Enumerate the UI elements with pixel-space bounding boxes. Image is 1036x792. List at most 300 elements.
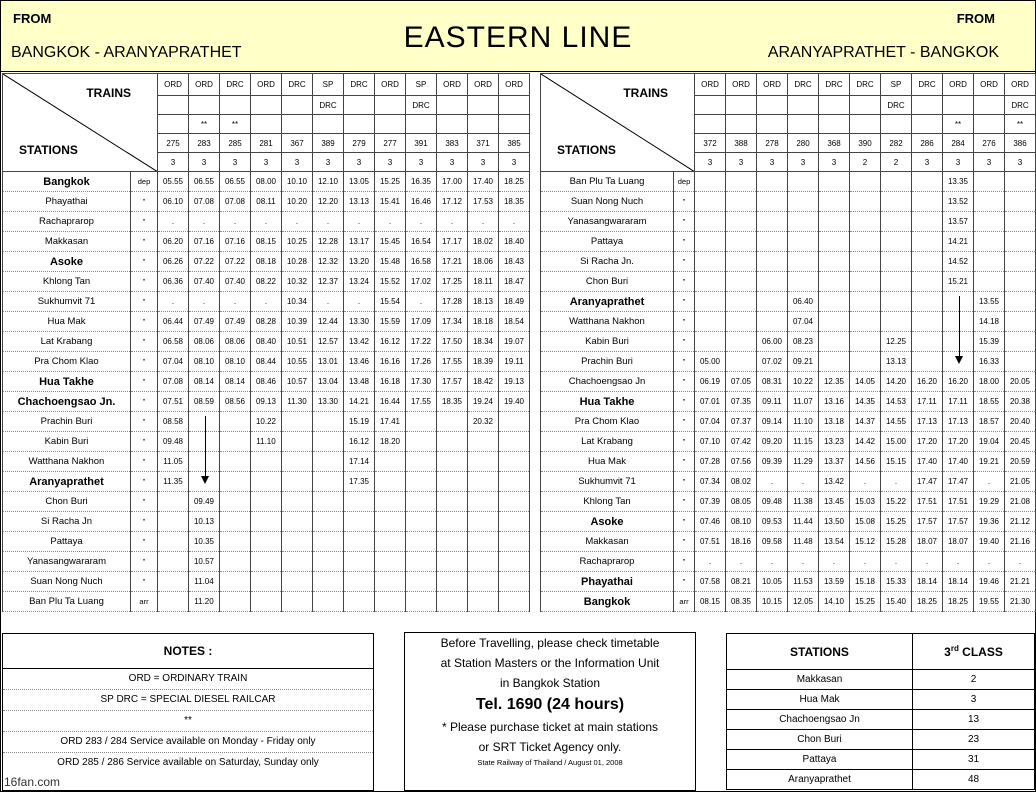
time-cell: 07.04: [695, 412, 726, 432]
time-cell: 17.00: [437, 172, 468, 192]
time-cell: 07.08: [220, 192, 251, 212]
train-class: 3: [757, 153, 788, 172]
dep-arr-mark: ": [674, 512, 695, 532]
time-cell: 09.49: [189, 492, 220, 512]
time-cell: 11.10: [251, 432, 282, 452]
time-cell: .: [375, 212, 406, 232]
fare-value: 31: [913, 750, 1035, 770]
time-cell: .: [1005, 552, 1036, 572]
time-cell: [499, 452, 530, 472]
time-cell: 18.35: [499, 192, 530, 212]
time-cell: 19.24: [468, 392, 499, 412]
time-cell: [437, 592, 468, 612]
train-class: 2: [850, 153, 881, 172]
time-cell: [220, 412, 251, 432]
time-cell: 15.12: [850, 532, 881, 552]
time-cell: .: [251, 212, 282, 232]
time-cell: [251, 512, 282, 532]
dep-arr-mark: ": [131, 512, 158, 532]
time-cell: 12.32: [313, 252, 344, 272]
train-mark: [850, 115, 881, 134]
dep-arr-mark: ": [674, 432, 695, 452]
dep-arr-mark: ": [131, 552, 158, 572]
time-cell: 10.05: [757, 572, 788, 592]
train-type: ORD: [943, 74, 974, 96]
time-cell: 08.06: [189, 332, 220, 352]
time-cell: 21.16: [1005, 532, 1036, 552]
time-cell: 21.08: [1005, 492, 1036, 512]
station-name: Yanasangwararam: [541, 212, 674, 232]
time-cell: 09.39: [757, 452, 788, 472]
time-cell: 09.20: [757, 432, 788, 452]
station-name: Aranyaprathet: [541, 292, 674, 312]
time-cell: [313, 512, 344, 532]
time-cell: 15.45: [375, 232, 406, 252]
time-cell: 20.32: [468, 412, 499, 432]
time-cell: .: [881, 552, 912, 572]
time-cell: 10.15: [757, 592, 788, 612]
time-cell: 16.54: [406, 232, 437, 252]
train-class: 3: [1005, 153, 1036, 172]
dep-arr-mark: ": [674, 332, 695, 352]
note-line: **: [3, 711, 373, 732]
time-cell: 07.16: [189, 232, 220, 252]
train-number: 372: [695, 134, 726, 153]
time-cell: [468, 532, 499, 552]
time-cell: [912, 332, 943, 352]
train-number: 280: [788, 134, 819, 153]
time-cell: .: [220, 212, 251, 232]
station-name: Prachin Buri: [3, 412, 131, 432]
time-cell: 11.30: [282, 392, 313, 412]
time-cell: [282, 512, 313, 532]
time-cell: 13.35: [943, 172, 974, 192]
fare-header-station: STATIONS: [727, 634, 913, 670]
time-cell: 15.00: [881, 432, 912, 452]
time-cell: [220, 592, 251, 612]
dep-arr-mark: dep: [131, 172, 158, 192]
dep-arr-mark: ": [131, 192, 158, 212]
station-name: Hua Takhe: [3, 372, 131, 392]
time-cell: 18.49: [499, 292, 530, 312]
time-cell: [158, 592, 189, 612]
time-cell: 08.28: [251, 312, 282, 332]
dep-arr-mark: ": [131, 532, 158, 552]
time-cell: 18.18: [468, 312, 499, 332]
train-type: ORD: [695, 74, 726, 96]
time-cell: 19.40: [974, 532, 1005, 552]
train-number: 390: [850, 134, 881, 153]
trains-header: TRAINS: [86, 86, 131, 100]
train-class: 3: [282, 153, 313, 172]
time-cell: [850, 332, 881, 352]
dep-arr-mark: arr: [674, 592, 695, 612]
time-cell: [726, 252, 757, 272]
time-cell: .: [757, 472, 788, 492]
time-cell: 14.10: [819, 592, 850, 612]
time-cell: 07.01: [695, 392, 726, 412]
time-cell: [468, 432, 499, 452]
time-cell: 19.40: [499, 392, 530, 412]
time-cell: [850, 312, 881, 332]
time-cell: [726, 192, 757, 212]
time-cell: 07.58: [695, 572, 726, 592]
time-cell: 05.55: [158, 172, 189, 192]
info-telephone: Tel. 1690 (24 hours): [475, 696, 625, 713]
time-cell: 12.05: [788, 592, 819, 612]
dep-arr-mark: ": [131, 452, 158, 472]
time-cell: 16.16: [375, 352, 406, 372]
time-cell: [881, 312, 912, 332]
header-corner: [541, 74, 695, 172]
train-type: ORD: [375, 74, 406, 96]
time-cell: 13.05: [344, 172, 375, 192]
time-cell: 11.07: [788, 392, 819, 412]
time-cell: 13.52: [943, 192, 974, 212]
train-type: ORD: [189, 74, 220, 96]
timetable-outbound: [2, 73, 530, 612]
time-cell: 14.56: [850, 452, 881, 472]
time-cell: 18.07: [943, 532, 974, 552]
time-cell: [251, 592, 282, 612]
time-cell: 21.12: [1005, 512, 1036, 532]
time-cell: [943, 292, 974, 312]
time-cell: 07.22: [189, 252, 220, 272]
train-mark: [437, 115, 468, 134]
time-cell: 18.25: [943, 592, 974, 612]
time-cell: [881, 172, 912, 192]
time-cell: .: [468, 212, 499, 232]
dep-arr-mark: ": [131, 492, 158, 512]
station-name: Sukhumvit 71: [3, 292, 131, 312]
time-cell: [499, 532, 530, 552]
station-name: Ban Plu Ta Luang: [541, 172, 674, 192]
station-name: Rachaprarop: [541, 552, 674, 572]
time-cell: .: [974, 552, 1005, 572]
time-cell: 13.55: [974, 292, 1005, 312]
time-cell: 07.35: [726, 392, 757, 412]
time-cell: [499, 592, 530, 612]
station-name: Ban Plu Ta Luang: [3, 592, 131, 612]
train-class: 2: [881, 153, 912, 172]
time-cell: [406, 412, 437, 432]
time-cell: [974, 232, 1005, 252]
stations-header: STATIONS: [557, 143, 616, 157]
station-name: Si Racha Jn: [3, 512, 131, 532]
time-cell: 14.05: [850, 372, 881, 392]
train-mark: [881, 115, 912, 134]
time-cell: [912, 312, 943, 332]
time-cell: [468, 472, 499, 492]
time-cell: 20.45: [1005, 432, 1036, 452]
time-cell: 07.02: [757, 352, 788, 372]
train-subtype: [726, 96, 757, 115]
time-cell: 13.46: [344, 352, 375, 372]
time-cell: 19.36: [974, 512, 1005, 532]
time-cell: 08.56: [220, 392, 251, 412]
station-name: Kabin Buri: [541, 332, 674, 352]
time-cell: [1005, 312, 1036, 332]
time-cell: 17.21: [437, 252, 468, 272]
time-cell: 13.23: [819, 432, 850, 452]
station-name: Watthana Nakhon: [541, 312, 674, 332]
station-name: Hua Takhe: [541, 392, 674, 412]
time-cell: 09.21: [788, 352, 819, 372]
time-cell: 17.40: [912, 452, 943, 472]
time-cell: 14.52: [943, 252, 974, 272]
time-cell: 20.38: [1005, 392, 1036, 412]
time-cell: 13.50: [819, 512, 850, 532]
time-cell: 13.42: [819, 472, 850, 492]
train-type: DRC: [819, 74, 850, 96]
time-cell: 11.38: [788, 492, 819, 512]
dep-arr-mark: ": [674, 252, 695, 272]
time-cell: 12.44: [313, 312, 344, 332]
time-cell: 06.00: [757, 332, 788, 352]
time-cell: [912, 352, 943, 372]
time-cell: 14.53: [881, 392, 912, 412]
time-cell: 17.41: [375, 412, 406, 432]
time-cell: 09.58: [757, 532, 788, 552]
dep-arr-mark: ": [674, 452, 695, 472]
train-class: 3: [468, 153, 499, 172]
time-cell: 18.42: [468, 372, 499, 392]
time-cell: [220, 432, 251, 452]
time-cell: 08.18: [251, 252, 282, 272]
time-cell: [912, 212, 943, 232]
time-cell: [468, 572, 499, 592]
time-cell: [189, 432, 220, 452]
time-cell: 17.34: [437, 312, 468, 332]
time-cell: 17.09: [406, 312, 437, 332]
station-name: Suan Nong Nuch: [541, 192, 674, 212]
train-class: 3: [375, 153, 406, 172]
dep-arr-mark: ": [674, 292, 695, 312]
time-cell: [220, 452, 251, 472]
dep-arr-mark: ": [674, 352, 695, 372]
time-cell: 13.13: [881, 352, 912, 372]
from-label-right: FROM: [956, 11, 995, 26]
time-cell: 15.25: [881, 512, 912, 532]
time-cell: [251, 492, 282, 512]
time-cell: [282, 572, 313, 592]
time-cell: [468, 492, 499, 512]
time-cell: 08.06: [220, 332, 251, 352]
station-name: Kabin Buri: [3, 432, 131, 452]
dep-arr-mark: ": [131, 572, 158, 592]
time-cell: [220, 512, 251, 532]
time-cell: 15.48: [375, 252, 406, 272]
time-cell: [881, 252, 912, 272]
time-cell: 17.17: [437, 232, 468, 252]
train-subtype: DRC: [881, 96, 912, 115]
time-cell: 17.25: [437, 272, 468, 292]
continue-arrow-283-line: [205, 416, 206, 477]
time-cell: .: [499, 212, 530, 232]
time-cell: 18.40: [499, 232, 530, 252]
time-cell: [726, 292, 757, 312]
time-cell: [437, 432, 468, 452]
time-cell: 17.51: [943, 492, 974, 512]
time-cell: [757, 212, 788, 232]
time-cell: [912, 192, 943, 212]
time-cell: [220, 492, 251, 512]
station-name: Makkasan: [541, 532, 674, 552]
time-cell: 17.57: [437, 372, 468, 392]
time-cell: [881, 272, 912, 292]
train-type: DRC: [850, 74, 881, 96]
dep-arr-mark: ": [131, 232, 158, 252]
train-number: 371: [468, 134, 499, 153]
time-cell: [1005, 252, 1036, 272]
station-name: Chachoengsao Jn.: [3, 392, 131, 412]
train-number: 281: [251, 134, 282, 153]
time-cell: 17.40: [943, 452, 974, 472]
time-cell: 07.49: [189, 312, 220, 332]
time-cell: [726, 272, 757, 292]
station-name: Phayathai: [3, 192, 131, 212]
time-cell: [695, 172, 726, 192]
train-class: 3: [344, 153, 375, 172]
notes-box: [2, 633, 374, 791]
time-cell: 17.57: [912, 512, 943, 532]
time-cell: 14.21: [344, 392, 375, 412]
time-cell: 10.57: [189, 552, 220, 572]
train-subtype: [468, 96, 499, 115]
station-name: Rachaprarop: [3, 212, 131, 232]
time-cell: [726, 232, 757, 252]
time-cell: 16.58: [406, 252, 437, 272]
time-cell: 13.54: [819, 532, 850, 552]
time-cell: [695, 292, 726, 312]
time-cell: 16.44: [375, 392, 406, 412]
time-cell: 14.21: [943, 232, 974, 252]
time-cell: 10.25: [282, 232, 313, 252]
train-mark: **: [220, 115, 251, 134]
time-cell: [788, 252, 819, 272]
time-cell: [406, 572, 437, 592]
dep-arr-mark: ": [131, 432, 158, 452]
dep-arr-mark: ": [674, 532, 695, 552]
train-subtype: [757, 96, 788, 115]
time-cell: 11.35: [158, 472, 189, 492]
time-cell: [406, 592, 437, 612]
train-subtype: [158, 96, 189, 115]
train-subtype: [974, 96, 1005, 115]
train-subtype: [912, 96, 943, 115]
time-cell: 16.33: [974, 352, 1005, 372]
time-cell: 08.44: [251, 352, 282, 372]
train-type: DRC: [912, 74, 943, 96]
time-cell: 10.13: [189, 512, 220, 532]
fare-station: Aranyaprathet: [727, 770, 913, 790]
time-cell: [499, 492, 530, 512]
train-class: 3: [726, 153, 757, 172]
time-cell: [819, 272, 850, 292]
time-cell: 14.18: [974, 312, 1005, 332]
time-cell: [282, 532, 313, 552]
time-cell: 10.28: [282, 252, 313, 272]
time-cell: 07.22: [220, 252, 251, 272]
info-box: [404, 632, 696, 791]
page-title: EASTERN LINE: [403, 21, 633, 54]
dep-arr-mark: arr: [131, 592, 158, 612]
time-cell: 18.57: [974, 412, 1005, 432]
train-class: 3: [220, 153, 251, 172]
time-cell: [375, 532, 406, 552]
time-cell: [819, 232, 850, 252]
station-name: Asoke: [541, 512, 674, 532]
train-subtype: [220, 96, 251, 115]
time-cell: [881, 212, 912, 232]
train-mark: **: [189, 115, 220, 134]
train-type: ORD: [499, 74, 530, 96]
time-cell: [406, 532, 437, 552]
train-type: DRC: [344, 74, 375, 96]
time-cell: 17.50: [437, 332, 468, 352]
train-class: 3: [189, 153, 220, 172]
time-cell: [695, 272, 726, 292]
station-name: Bangkok: [541, 592, 674, 612]
time-cell: 07.51: [695, 532, 726, 552]
train-mark: [499, 115, 530, 134]
train-subtype: [251, 96, 282, 115]
time-cell: 20.40: [1005, 412, 1036, 432]
time-cell: [912, 272, 943, 292]
time-cell: [819, 292, 850, 312]
time-cell: 13.24: [344, 272, 375, 292]
train-type: SP: [406, 74, 437, 96]
time-cell: 17.51: [912, 492, 943, 512]
time-cell: 10.22: [251, 412, 282, 432]
time-cell: 13.13: [344, 192, 375, 212]
time-cell: 17.22: [406, 332, 437, 352]
time-cell: [881, 292, 912, 312]
time-cell: 17.28: [437, 292, 468, 312]
time-cell: [881, 192, 912, 212]
from-label-left: FROM: [13, 11, 52, 26]
train-mark: [468, 115, 499, 134]
time-cell: [757, 312, 788, 332]
time-cell: [282, 552, 313, 572]
train-class: 3: [251, 153, 282, 172]
time-cell: 17.30: [406, 372, 437, 392]
train-type: ORD: [757, 74, 788, 96]
time-cell: [220, 572, 251, 592]
time-cell: .: [943, 552, 974, 572]
time-cell: [912, 252, 943, 272]
time-cell: [819, 212, 850, 232]
fare-value: 48: [913, 770, 1035, 790]
time-cell: [819, 332, 850, 352]
time-cell: 05.00: [695, 352, 726, 372]
time-cell: .: [189, 292, 220, 312]
stations-header: STATIONS: [19, 143, 78, 157]
dep-arr-mark: ": [674, 492, 695, 512]
station-name: Khlong Tan: [3, 272, 131, 292]
train-number: 386: [1005, 134, 1036, 153]
time-cell: [850, 212, 881, 232]
time-cell: 19.07: [499, 332, 530, 352]
time-cell: 18.43: [499, 252, 530, 272]
time-cell: 17.55: [406, 392, 437, 412]
train-mark: [757, 115, 788, 134]
time-cell: .: [437, 212, 468, 232]
time-cell: [726, 172, 757, 192]
train-number: 367: [282, 134, 313, 153]
time-cell: 12.28: [313, 232, 344, 252]
dep-arr-mark: ": [674, 192, 695, 212]
